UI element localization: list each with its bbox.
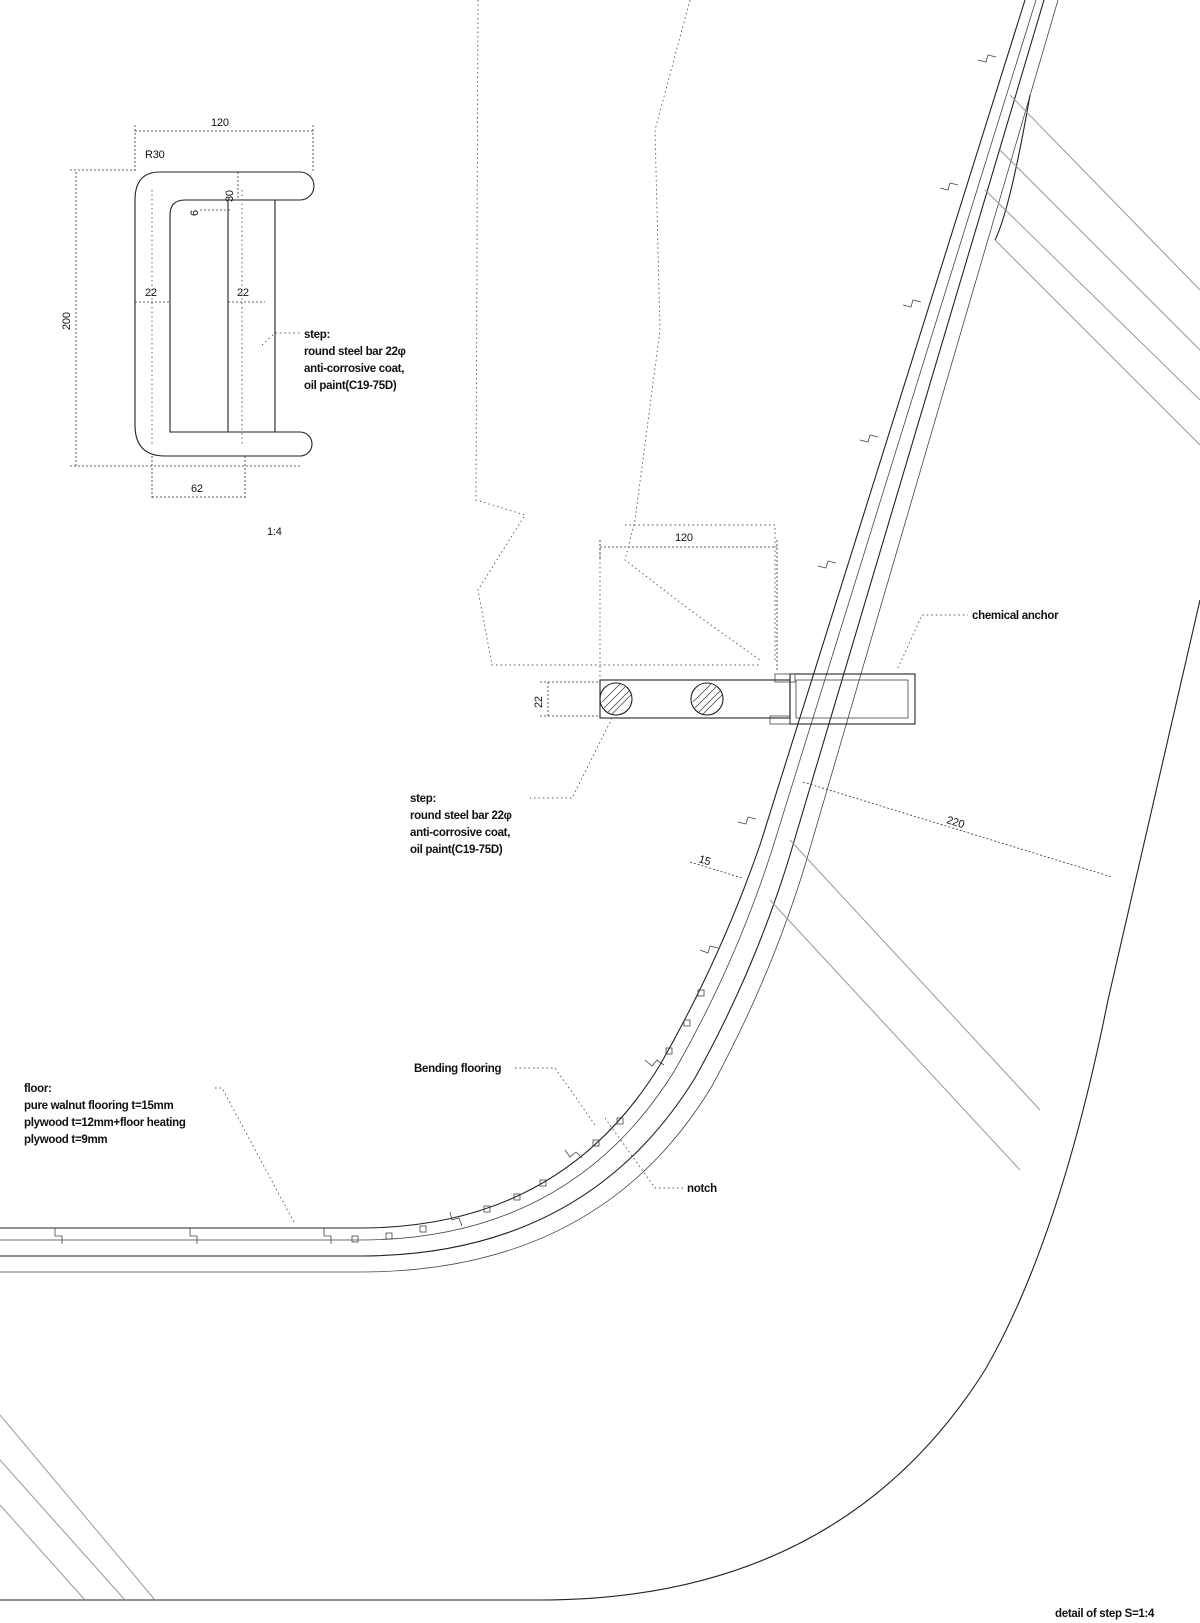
small-note-line-1: step: bbox=[304, 329, 330, 341]
floor-note bbox=[24, 1083, 295, 1224]
step-note-line-4: oil paint(C19-75D) bbox=[410, 844, 503, 856]
notch-label: notch bbox=[687, 1183, 717, 1195]
dim-22-left: 22 bbox=[145, 287, 157, 299]
dim-120-main: 120 bbox=[675, 532, 693, 544]
chemical-anchor-label: chemical anchor bbox=[972, 610, 1059, 622]
dim-220: 220 bbox=[945, 814, 966, 832]
step-note-line-1: step: bbox=[410, 793, 436, 805]
small-note-line-4: oil paint(C19-75D) bbox=[304, 380, 397, 392]
bending-flooring-label: Bending flooring bbox=[414, 1063, 502, 1075]
dim-22-right: 22 bbox=[237, 287, 249, 299]
dim-120-small: 120 bbox=[211, 117, 229, 129]
step-note-line-3: anti-corrosive coat, bbox=[410, 827, 511, 839]
dim-6: 6 bbox=[189, 210, 201, 216]
dim-22-main: 22 bbox=[533, 696, 545, 708]
step-bar bbox=[533, 532, 1112, 878]
u-bar-outline bbox=[135, 172, 314, 456]
step-note-line-2: round steel bar 22φ bbox=[410, 810, 512, 822]
bending-notes bbox=[414, 1063, 717, 1195]
floor-note-line-3: plywood t=12mm+floor heating bbox=[24, 1117, 186, 1129]
small-note-line-2: round steel bar 22φ bbox=[304, 346, 406, 358]
figure-outline bbox=[476, 0, 775, 685]
dim-200: 200 bbox=[61, 312, 73, 330]
scale-label-small: 1:4 bbox=[267, 526, 282, 538]
small-step-detail bbox=[61, 117, 406, 538]
small-note-line-3: anti-corrosive coat, bbox=[304, 363, 405, 375]
dim-62: 62 bbox=[191, 483, 203, 495]
dim-r30: R30 bbox=[145, 149, 165, 161]
floor-note-line-4: plywood t=9mm bbox=[24, 1134, 108, 1146]
dim-30: 30 bbox=[224, 190, 236, 202]
dim-15: 15 bbox=[697, 853, 712, 869]
drawing-title: detail of step S=1:4 bbox=[1055, 1608, 1155, 1620]
floor-note-line-1: floor: bbox=[24, 1083, 52, 1095]
step-note bbox=[410, 718, 612, 856]
floor-note-line-2: pure walnut flooring t=15mm bbox=[24, 1100, 174, 1112]
